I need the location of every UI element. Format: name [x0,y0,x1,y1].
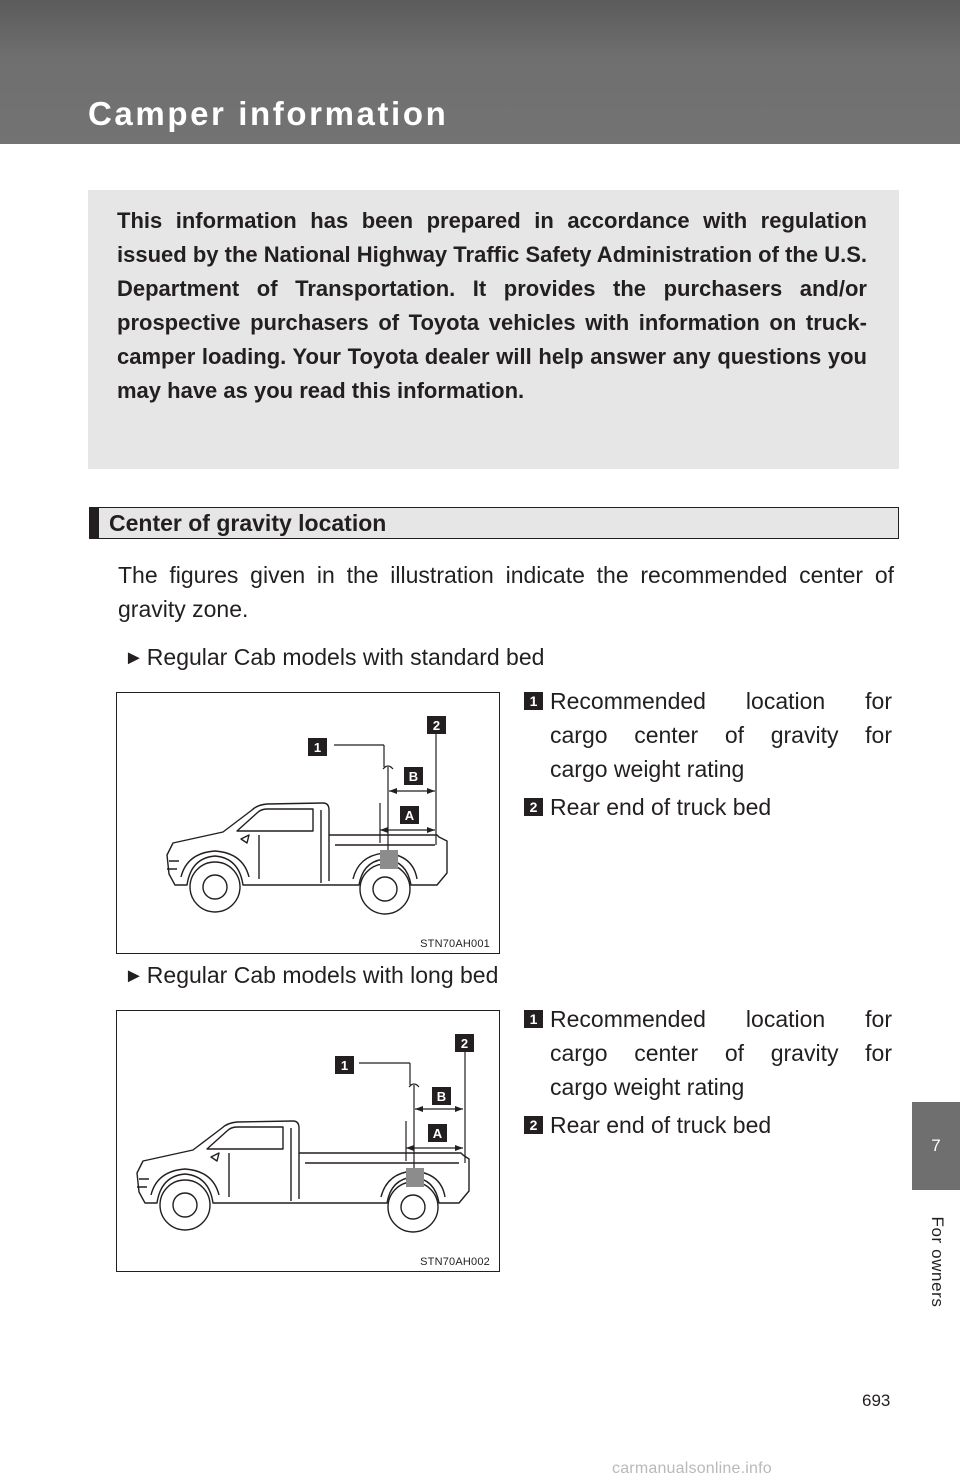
callout-a-label: A [404,808,415,823]
section-heading-text: Center of gravity location [109,510,387,536]
figure-2-caption [124,960,498,992]
figure-2-illustration [116,1010,500,1272]
arrow-a-left [380,827,388,833]
figure-1-caption [124,642,544,674]
callout-b-label: B [408,769,419,784]
triangle-bullet-icon: ► [124,965,144,987]
legend-text-line: cargo weight rating [550,1074,745,1100]
callout-1-label: 1 [313,740,322,755]
chapter-tab[interactable] [912,1102,960,1190]
legend-text-line: Recommended location for [550,688,892,714]
watermark: carmanualsonline.info [612,1460,772,1477]
legend-item-2 [524,790,892,824]
mirror [241,835,249,843]
legend-text-line: cargo center of gravity for [550,722,892,748]
arrow-b-right [455,1106,463,1112]
rear-hub [373,877,397,901]
truck-body-outline [137,1121,469,1203]
truck-door [259,810,321,883]
legend-text-line: cargo center of gravity for [550,1040,892,1066]
callout-2-label: 2 [460,1036,469,1051]
figure-1-code: STN70AH001 [420,938,490,950]
front-hub [203,875,227,899]
cog-marker [380,850,398,869]
callout-a-label: A [432,1126,443,1141]
arrow-a-right [427,827,435,833]
front-wheel [160,1180,210,1230]
intro-box [88,190,899,469]
legend-item-2 [524,1108,892,1142]
rear-wheel [388,1182,438,1232]
triangle-bullet-icon: ► [124,647,144,669]
figure-1-illustration [116,692,500,954]
intro-text: This information has been prepared in accordance with regulation issued by the National Highway Traffic Safety Administration of the U.S. Department of Transportation. It provides the purchasers and/or prospective purchasers of Toyota vehicles with information on truck-camper loading. Your Toyota dealer will help answer any questions you may have as you read this information. [117,208,867,403]
front-wheel [190,862,240,912]
arrow-a-right [455,1145,463,1151]
rear-wheel [360,864,410,914]
legend-text-line: Rear end of truck bed [550,1112,772,1138]
chapter-tab-label [922,1192,952,1332]
section-paragraph: The figures given in the illustration indicate the recommended center of gravity zone. [118,562,894,622]
front-hub [173,1193,197,1217]
truck-long-bed-drawing [117,1011,501,1273]
mirror [211,1153,219,1161]
arrow-b-left [415,1106,423,1112]
legend-number-badge: 1 [524,1010,543,1028]
legend-item-1 [524,684,892,786]
arrow-a-left [406,1145,414,1151]
arrow-b-left [389,788,397,794]
legend-text-line: cargo weight rating [550,756,745,782]
truck-door [229,1128,291,1201]
page-number: 693 [862,1391,891,1410]
rear-hub [401,1195,425,1219]
callout-b-label: B [436,1089,447,1104]
callout-1-label: 1 [340,1058,349,1073]
truck-standard-bed-drawing [117,693,501,955]
callout-2-label: 2 [432,718,441,733]
figure-1-legend [524,684,892,828]
figure-2-code: STN70AH002 [420,1256,490,1268]
chapter-tab-number: 7 [931,1136,941,1155]
legend-number-badge: 2 [524,1116,543,1134]
legend-text-line: Recommended location for [550,1006,892,1032]
page-title: Camper information [88,95,449,132]
legend-number-badge: 2 [524,798,543,816]
legend-number-badge: 1 [524,692,543,710]
front-fender [151,1169,219,1195]
cog-marker [406,1168,424,1187]
figure-2-caption-text: Regular Cab models with long bed [146,962,499,988]
front-fender [181,851,249,877]
legend-text-line: Rear end of truck bed [550,794,772,820]
section-heading [89,507,899,539]
figure-2-legend [524,1002,892,1146]
figure-1-caption-text: Regular Cab models with standard bed [146,644,545,670]
arrow-b-right [427,788,435,794]
chapter-tab-label-text: For owners [928,1216,947,1308]
legend-item-1 [524,1002,892,1104]
